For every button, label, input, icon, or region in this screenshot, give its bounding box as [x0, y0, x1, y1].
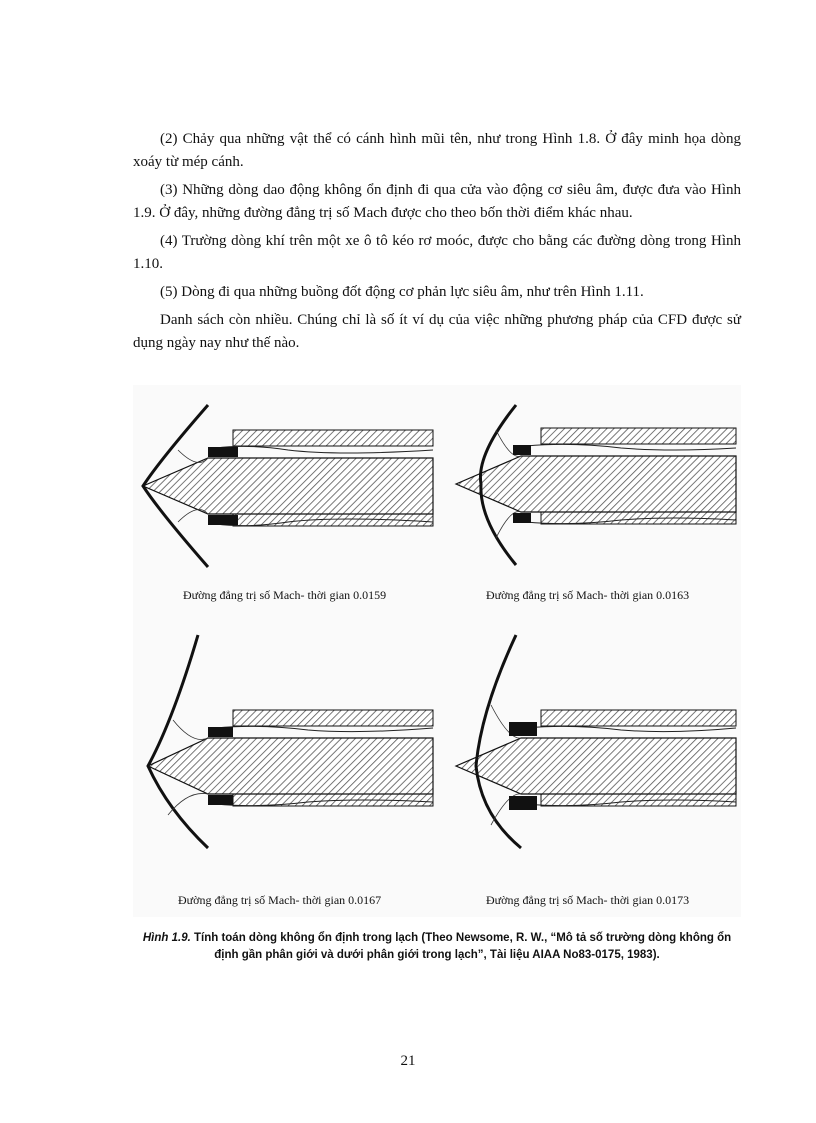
mach-contour-plot	[138, 630, 438, 850]
mach-contour-panel-2	[451, 400, 751, 600]
figure-1-9	[133, 385, 741, 917]
figure-caption-text: Tính toán dòng không ổn định trong lạch (Theo Newsome, R. W., “Mô tả số trường dòng không ổn định gần phân giới và dưới phân giới trong lạch”, Tài liệu AIAA No83-0175, 1983).	[190, 932, 732, 961]
paragraph-5: (5) Dòng đi qua những buồng đốt động cơ phản lực siêu âm, như trên Hình 1.11.	[160, 284, 644, 300]
mach-contour-plot	[451, 630, 741, 850]
panel-caption: Đường đẳng trị số Mach- thời gian 0.0173	[486, 893, 690, 907]
page-number: 21	[400, 1053, 416, 1069]
figure-caption	[133, 930, 741, 964]
paragraph-list-note: Danh sách còn nhiều. Chúng chỉ là số ít ví dụ của việc những phương pháp của CFD được sử dụng ngày nay như thế nào.	[133, 312, 741, 351]
mach-contour-plot	[451, 400, 741, 570]
figure-caption-label: Hình 1.9.	[142, 932, 191, 944]
mach-contour-panel-1	[138, 400, 438, 600]
mach-contour-panel-4	[451, 630, 751, 907]
body-text	[133, 128, 741, 360]
mach-contour-plot	[138, 400, 438, 570]
panel-caption: Đường đẳng trị số Mach- thời gian 0.0159	[183, 588, 387, 602]
paragraph-4: (4) Trường dòng khí trên một xe ô tô kéo rơ moóc, được cho bằng các đường dòng trong Hình 1.10.	[133, 233, 741, 272]
panel-caption: Đường đẳng trị số Mach- thời gian 0.0163	[486, 588, 690, 602]
mach-contour-panel-3	[138, 630, 438, 907]
panel-caption: Đường đẳng trị số Mach- thời gian 0.0167	[178, 893, 382, 907]
paragraph-2: (2) Chảy qua những vật thể có cánh hình mũi tên, như trong Hình 1.8. Ở đây minh họa dòng xoáy từ mép cánh.	[133, 131, 741, 170]
paragraph-3: (3) Những dòng dao động không ổn định đi qua cửa vào động cơ siêu âm, được đưa vào Hình 1.9. Ở đây, những đường đẳng trị số Mach được cho theo bốn thời điểm khác nhau.	[133, 182, 741, 221]
